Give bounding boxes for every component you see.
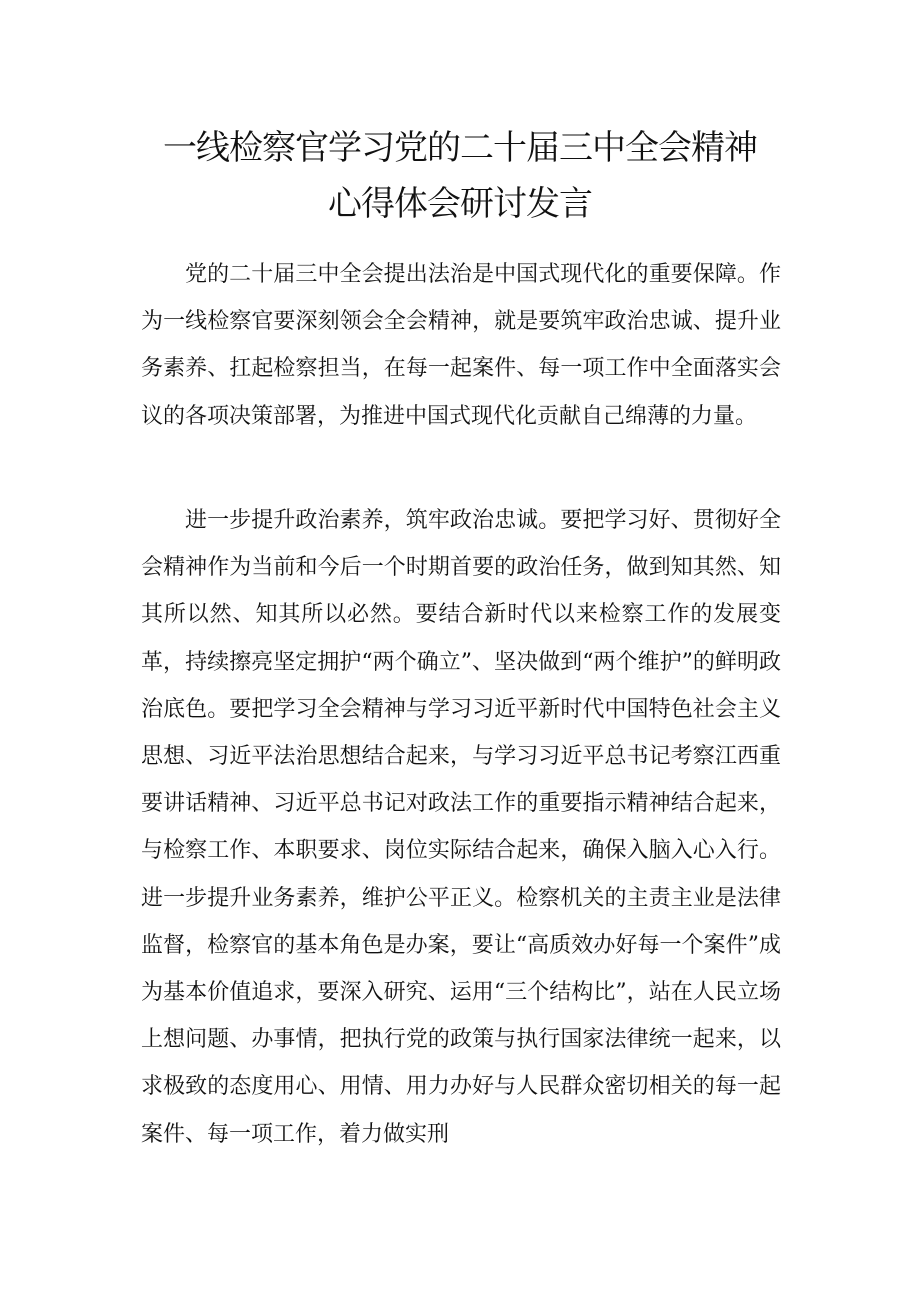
body-paragraph-1-block xyxy=(141,251,781,440)
body-paragraph: 党的二十届三中全会提出法治是中国式现代化的重要保障。作为一线检察官要深刻领会全会精神，就是要筑牢政治忠诚、提升业务素养、扛起检察担当，在每一起案件、每一项工作中全面落实会议的各项决策部署，为推进中国式现代化贡献自己绵薄的力量。 xyxy=(141,262,781,429)
document-title-line-2: 心得体会研讨发言 xyxy=(328,184,592,224)
body-paragraph-2-block xyxy=(141,497,781,1158)
body-paragraph: 进一步提升政治素养，筑牢政治忠诚。要把学习好、贯彻好全会精神作为当前和今后一个时期首要的政治任务，做到知其然、知其所以然、知其所以必然。要结合新时代以来检察工作的发展变革，持续擦亮坚定拥护“两个确立”、坚决做到“两个维护”的鲜明政治底色。要把学习全会精神与学习习近平新时代中国特色社会主义思想、习近平法治思想结合起来，与学习习近平总书记考察江西重要讲话精神、习近平总书记对政法工作的重要指示精神结合起来，与检察工作、本职要求、岗位实际结合起来，确保入脑入心入行。进一步提升业务素养，维护公平正义。检察机关的主责主业是法律监督，检察官的基本角色是办案，要让“高质效办好每一个案件”成为基本价值追求，要深入研究、运用“三个结构比”，站在人民立场上想问题、办事情，把执行党的政策与执行国家法律统一起来，以求极致的态度用心、用情、用力办好与人民群众密切相关的每一起案件、每一项工作，着力做实刑 xyxy=(141,508,781,1147)
document-title-line-1: 一线检察官学习党的二十届三中全会精神 xyxy=(163,128,757,168)
